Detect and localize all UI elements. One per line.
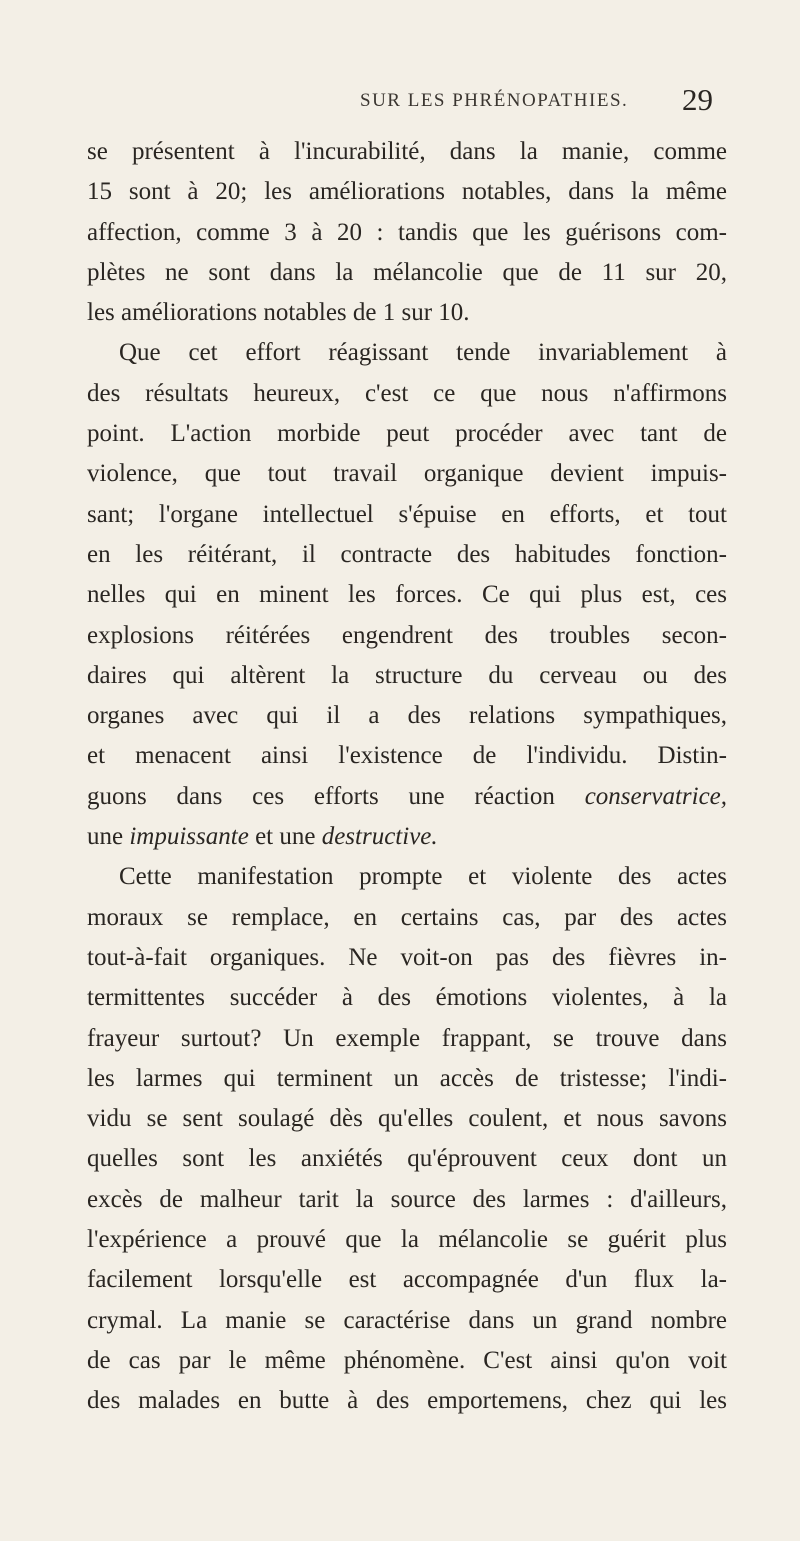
text-line: affection, comme 3 à 20 : tandis que les guérisons com- (87, 218, 727, 246)
text-line: tout-à-fait organiques. Ne voit-on pas des fièvres in- (87, 943, 727, 971)
text-segment: guons dans ces efforts une réaction (87, 782, 555, 810)
text-line: frayeur surtout? Un exemple frappant, se trouve dans (87, 1024, 727, 1052)
text-line: vidu se sent soulagé dès qu'elles coulent, et nous savons (87, 1105, 727, 1133)
text-line (87, 817, 727, 857)
text-line: Cette manifestation prompte et violente des actes (119, 863, 727, 891)
text-line: des résultats heureux, c'est ce que nous n'affirmons (87, 379, 727, 407)
text-line: explosions réitérées engendrent des troubles secon- (87, 621, 727, 649)
italic-term: conservatrice, (584, 782, 728, 810)
body-text (87, 132, 727, 1422)
text-line: sant; l'organe intellectuel s'épuise en efforts, et tout (87, 500, 727, 528)
text-line: Que cet effort réagissant tende invariablement à (119, 339, 727, 367)
text-line: se présentent à l'incurabilité, dans la manie, comme (87, 138, 727, 165)
text-line: violence, que tout travail organique devient impuis- (87, 460, 727, 488)
text-line: termittentes succéder à des émotions violentes, à la (87, 984, 727, 1012)
text-line: excès de malheur tarit la source des larmes : d'ailleurs, (87, 1185, 727, 1213)
text-line: nelles qui en minent les forces. Ce qui plus est, ces (87, 581, 727, 609)
text-line: facilement lorsqu'elle est accompagnée d'un flux la- (87, 1266, 727, 1294)
page-number: 29 (682, 82, 713, 117)
text-line: l'expérience a prouvé que la mélancolie se guérit plus (87, 1226, 727, 1254)
text-line: organes avec qui il a des relations sympathiques, (87, 702, 727, 730)
italic-term: destructive. (321, 823, 438, 851)
text-line: point. L'action morbide peut procéder avec tant de (87, 420, 727, 448)
text-line: des malades en butte à des emportemens, chez qui les (87, 1387, 727, 1415)
text-line: moraux se remplace, en certains cas, par des actes (87, 903, 727, 931)
text-line: les améliorations notables de 1 sur 10. (87, 299, 470, 327)
text-line: quelles sont les anxiétés qu'éprouvent ceux dont un (87, 1145, 727, 1173)
italic-term: impuissante (129, 823, 249, 851)
text-line: plètes ne sont dans la mélancolie que de 11 sur 20, (87, 258, 727, 286)
text-segment: une (87, 823, 130, 851)
text-segment: et une (248, 823, 322, 851)
text-line: crymal. La manie se caractérise dans un grand nombre (87, 1306, 727, 1334)
text-line: daires qui altèrent la structure du cerveau ou des (87, 661, 727, 689)
running-title: SUR LES PHRÉNOPATHIES. (360, 90, 629, 111)
text-line (87, 777, 727, 817)
text-line: en les réitérant, il contracte des habitudes fonction- (87, 540, 727, 568)
text-line: 15 sont à 20; les améliorations notables, dans la même (87, 178, 727, 206)
text-line: les larmes qui terminent un accès de tristesse; l'indi- (87, 1064, 727, 1092)
text-line: de cas par le même phénomène. C'est ainsi qu'on voit (87, 1346, 727, 1374)
running-head (0, 82, 800, 122)
text-line: et menacent ainsi l'existence de l'individu. Distin- (87, 742, 727, 770)
